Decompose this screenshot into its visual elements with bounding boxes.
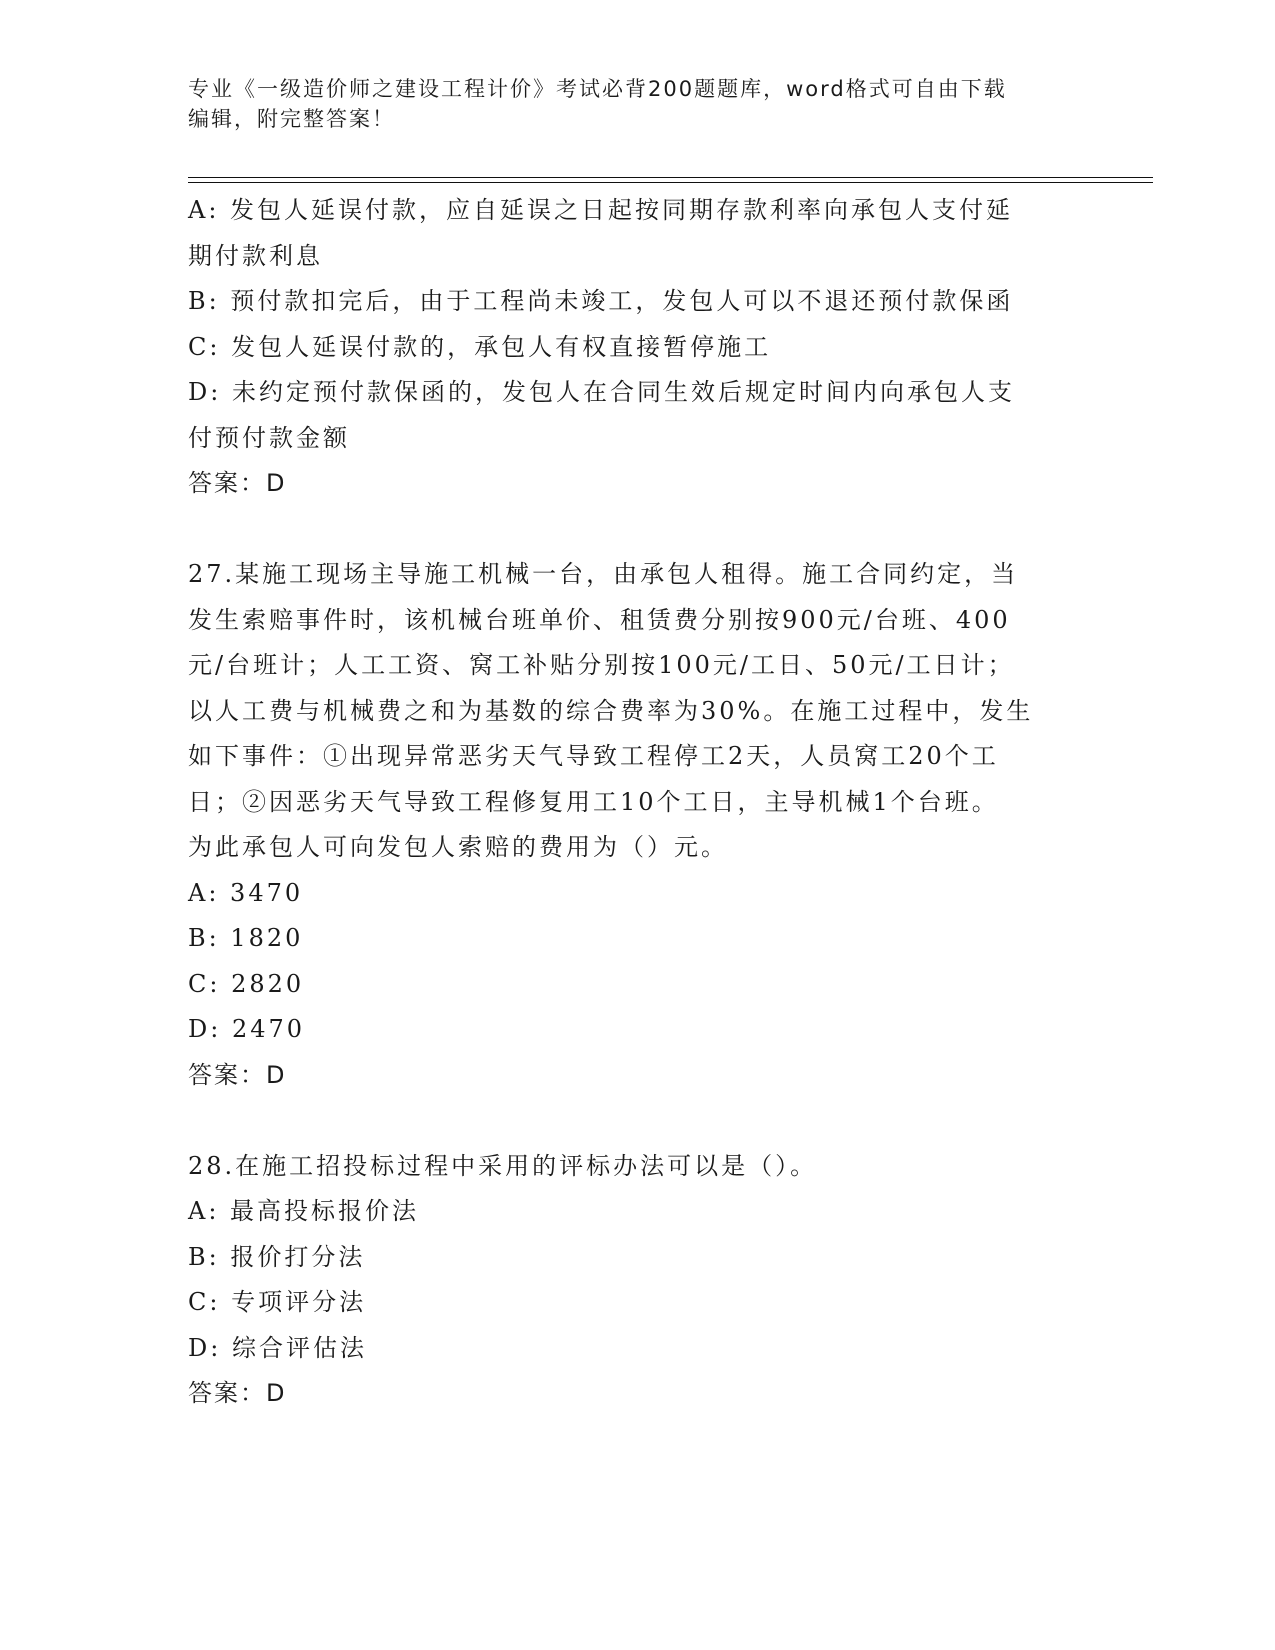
q27-option-b: B: 1820: [188, 924, 304, 952]
q27-stem-line: 为此承包人可向发包人索赔的费用为（）元。: [188, 833, 728, 861]
q28-option-b: B: 报价打分法: [188, 1242, 366, 1271]
document-header: [188, 74, 1088, 134]
q27-option-a: A: 3470: [188, 878, 304, 907]
q27-option-c: C: 2820: [188, 969, 305, 998]
q27-stem-line: 元/台班计；人工工资、窝工补贴分别按100元/工日、50元/工日计；: [188, 651, 1015, 679]
q28-answer: 答案：D: [188, 1379, 287, 1407]
q26-option-b: B: 预付款扣完后，由于工程尚未竣工，发包人可以不退还预付款保函: [188, 287, 1014, 315]
header-rule-bottom: [188, 182, 1153, 183]
q28-option-d: D: 综合评估法: [188, 1333, 367, 1362]
q27-stem-line: 以人工费与机械费之和为基数的综合费率为30%。在施工过程中，发生: [188, 696, 1034, 725]
question-26-options: [188, 188, 1088, 507]
q26-option-a-line-2: 期付款利息: [188, 241, 323, 270]
question-27: [188, 552, 1088, 1098]
q26-option-d-line-2: 付预付款金额: [188, 423, 350, 452]
q27-option-d: D: 2470: [188, 1015, 306, 1043]
q28-option-c: C: 专项评分法: [188, 1288, 367, 1316]
q26-option-d-line-1: D: 未约定预付款保函的，发包人在合同生效后规定时间内向承包人支: [188, 378, 1015, 406]
q26-option-c: C: 发包人延误付款的，承包人有权直接暂停施工: [188, 332, 772, 361]
header-line-2: 编辑，附完整答案！: [188, 107, 395, 131]
q27-stem-line: 发生索赔事件时，该机械台班单价、租赁费分别按900元/台班、400: [188, 605, 1011, 634]
q27-answer: 答案：D: [188, 1060, 287, 1089]
q26-answer: 答案：D: [188, 469, 287, 497]
header-line-1: 专业《一级造价师之建设工程计价》考试必背200题题库，word格式可自由下载: [188, 77, 1007, 101]
q27-stem-line: 27.某施工现场主导施工机械一台，由承包人租得。施工合同约定，当: [188, 560, 1019, 588]
q28-option-a: A: 最高投标报价法: [188, 1197, 420, 1225]
spacer: [188, 1098, 1088, 1144]
spacer: [188, 507, 1088, 553]
question-28: [188, 1144, 1088, 1417]
q27-stem-line: 如下事件：①出现异常恶劣天气导致工程停工2天，人员窝工20个工: [188, 742, 999, 770]
q28-stem: 28.在施工招投标过程中采用的评标办法可以是（）。: [188, 1151, 818, 1180]
q27-stem-line: 日；②因恶劣天气导致工程修复用工10个工日，主导机械1个台班。: [188, 787, 999, 816]
document-body: [188, 188, 1088, 1417]
header-rule-top: [188, 177, 1153, 178]
q26-option-a-line-1: A: 发包人延误付款，应自延误之日起按同期存款利率向承包人支付延: [188, 196, 1014, 224]
